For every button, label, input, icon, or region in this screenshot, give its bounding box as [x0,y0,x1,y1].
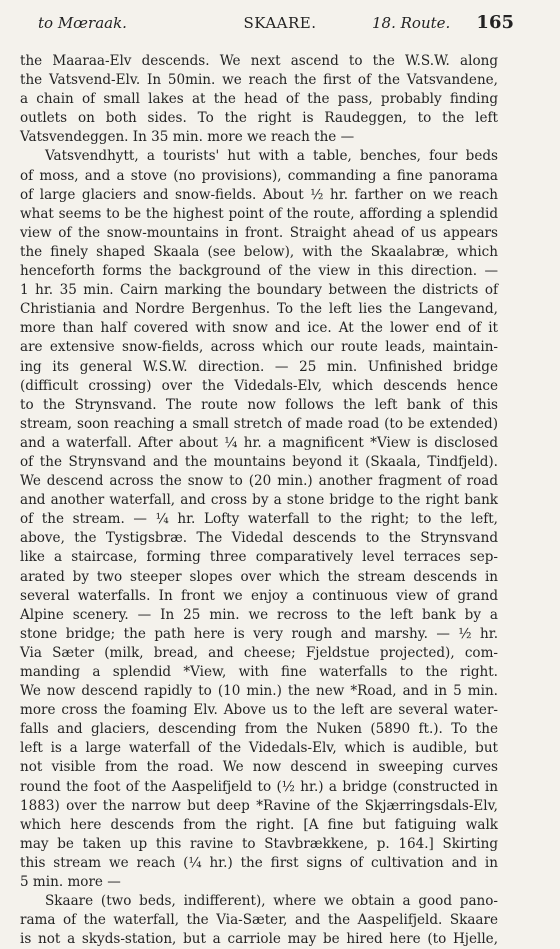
text-line: falls and glaciers, descending from the Nuken (5890 ft.). To the [20,721,498,738]
text-line: left is a large waterfall of the Videdals-Elv, which is audible, but [20,740,498,757]
text-line: Christiania and Nordre Bergenhus. To the left lies the Langevand, [20,301,498,318]
text-line: arated by two steeper slopes over which the stream descends in [20,568,498,585]
text-line: stone bridge; the path here is very rough and marshy. — ½ hr. [20,625,498,642]
text-line: like a staircase, forming three comparatively level terraces sep- [20,549,498,566]
text-line: of moss, and a stove (no provisions), commanding a fine panorama [20,167,498,184]
text-line: Vatsvendhytt, a tourists' hut with a table, benches, four beds [45,148,498,165]
text-line: outlets on both sides. To the right is Raudeggen, to the left [20,110,498,127]
text-line: a chain of small lakes at the head of the pass, probably finding [20,91,498,108]
text-line: what seems to be the highest point of the route, affording a splendid [20,205,498,222]
text-line: this stream we reach (¼ hr.) the first signs of cultivation and in [20,854,498,871]
text-line: the Vatsvend-Elv. In 50min. we reach the first of the Vatsvandene, [20,72,498,89]
text-line: Vatsvendeggen. In 35 min. more we reach the — [20,129,355,146]
body-text [20,52,498,949]
text-line: above, the Tystigsbræ. The Videdal descends to the Strynsvand [20,530,498,547]
header-center: SKAARE. [243,14,317,32]
text-line: We now descend rapidly to (10 min.) the new *Road, and in 5 min. [20,683,498,700]
text-line: is not a skyds-station, but a carriole may be hired here (to Hjelle, [20,931,498,948]
text-line: may be taken up this ravine to Stavbrækkene, p. 164.] Skirting [20,835,498,852]
text-line: Alpine scenery. — In 25 min. we recross to the left bank by a [20,606,498,623]
running-header [0,12,560,38]
text-line: 1883) over the narrow but deep *Ravine of the Skjærringsdals-Elv, [20,797,498,814]
text-line: the finely shaped Skaala (see below), with the Skaalabræ, which [20,243,498,260]
text-line: ing its general W.S.W. direction. — 25 min. Unfinished bridge [20,358,498,375]
text-line: rama of the waterfall, the Via-Sæter, and the Aaspelifjeld. Skaare [20,912,498,929]
text-line: of large glaciers and snow-fields. About ½ hr. farther on we reach [20,186,498,203]
text-line: more cross the foaming Elv. Above us to the left are several water- [20,702,498,719]
text-line: and a waterfall. After about ¼ hr. a magnificent *View is disclosed [20,434,498,451]
page-number: 165 [476,12,514,33]
header-right: 18. Route. [372,14,451,32]
text-line: stream, soon reaching a small stretch of made road (to be extended) [20,415,498,432]
text-line: of the stream. — ¼ hr. Lofty waterfall to the right; to the left, [20,511,498,528]
text-line: 1 hr. 35 min. Cairn marking the boundary between the districts of [20,282,498,299]
text-line: are extensive snow-fields, across which our route leads, maintain- [20,339,498,356]
text-line: henceforth forms the background of the view in this direction. — [20,263,498,280]
text-line: manding a splendid *View, with fine waterfalls to the right. [20,664,498,680]
text-line: Via Sæter (milk, bread, and cheese; Fjeldstue projected), com- [20,644,498,661]
text-line: 5 min. more — [20,874,121,891]
text-line: the Maaraa-Elv descends. We next ascend to the W.S.W. along [20,53,498,69]
text-line: round the foot of the Aaspelifjeld to (½ hr.) a bridge (constructed in [20,778,498,795]
text-line: several waterfalls. In front we enjoy a continuous view of grand [20,587,498,604]
text-line: We descend across the snow to (20 min.) another fragment of road [20,473,498,490]
text-line: and another waterfall, and cross by a stone bridge to the right bank [20,492,498,509]
text-line: of the Strynsvand and the mountains beyond it (Skaala, Tindfjeld). [20,453,498,470]
text-line: view of the snow-mountains in front. Straight ahead of us appears [20,224,498,241]
text-line: not visible from the road. We now descend in sweeping curves [20,759,498,776]
text-line: to the Strynsvand. The route now follows the left bank of this [20,396,498,413]
text-line: more than half covered with snow and ice. At the lower end of it [20,320,498,337]
text-line: (difficult crossing) over the Videdals-Elv, which descends hence [20,377,498,394]
text-line: which here descends from the right. [A fine but fatiguing walk [20,816,498,833]
header-left: to Mœraak. [38,14,127,32]
text-line: Skaare (two beds, indifferent), where we obtain a good pano- [45,893,498,910]
